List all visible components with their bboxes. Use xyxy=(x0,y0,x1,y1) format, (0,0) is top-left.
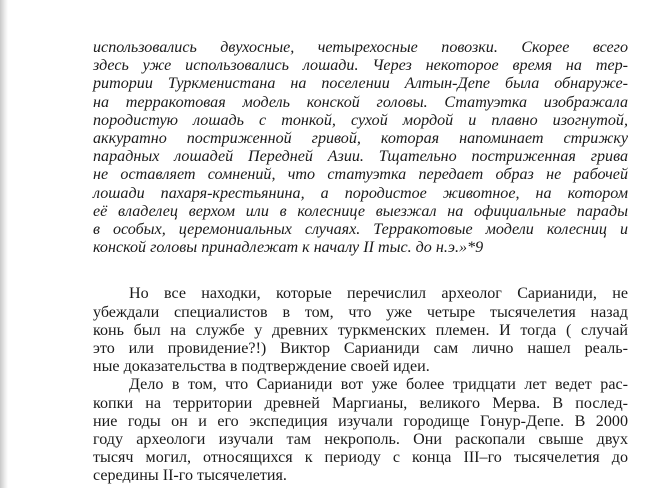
quote-line: ритории Туркменистана на поселении Алтын-Депе была обнаруже- xyxy=(93,75,628,93)
paragraph-line: году археологи изучали там некрополь. Они раскопали свыше двух xyxy=(93,431,628,449)
quote-line: использовались двухосные, четырехосные повозки. Скорее всего xyxy=(93,39,628,56)
paragraph-line: конь был на службе у древних туркменских племен. И тогда ( случай xyxy=(93,321,628,339)
paragraph-line-final: ные доказательства в подтверждение своей идеи. xyxy=(93,358,430,376)
quote-line: на терракотовая модель конской головы. Статуэтка изображала xyxy=(93,93,628,111)
paragraph-line: Но все находки, которые перечислил археолог Сарианиди, не xyxy=(129,285,628,303)
italic-quotation xyxy=(93,39,628,257)
paragraph-line-final: середины II-го тысячелетия. xyxy=(93,467,287,485)
body-text xyxy=(93,285,628,485)
paragraph-line: тысяч могил, относящихся к периоду с конца III–го тысячелетия до xyxy=(93,449,628,467)
quote-line: породистую лошадь с тонкой, сухой мордой и плавно изогнутой, xyxy=(93,111,628,129)
quote-line-final: конской головы принадлежат к началу II тыс. до н.э.»*9 xyxy=(93,239,484,257)
paragraph-line: Дело в том, что Сарианиди вот уже более тридцати лет ведет рас- xyxy=(129,376,628,394)
paragraph-line: ние годы он и его экспедиция изучали городище Гонур-Депе. В 2000 xyxy=(93,412,628,430)
paragraph-line: копки на территории древней Маргианы, великого Мерва. В послед- xyxy=(93,394,628,412)
document-page xyxy=(93,39,628,486)
paragraph-line: убеждали специалистов в том, что уже четыре тысячелетия назад xyxy=(93,303,628,321)
paragraph-1 xyxy=(93,285,628,376)
paragraph-line: это или провидение?!) Виктор Сарианиди сам лично нашел реаль- xyxy=(93,340,628,358)
quote-line: парадных лошадей Передней Азии. Тщательно постриженная грива xyxy=(93,148,628,166)
quote-line: в особых, церемониальных случаях. Терракотовые модели колесниц и xyxy=(93,221,628,239)
quote-line: здесь уже использовались лошади. Через некоторое время на тер- xyxy=(93,57,628,75)
paragraph-2 xyxy=(93,376,628,485)
quote-line: лошади пахаря-крестьянина, а породистое животное, на котором xyxy=(93,184,628,202)
page-fold-shadow xyxy=(0,0,8,488)
quote-line: её владелец верхом или в колеснице выезжал на официальные парады xyxy=(93,202,628,220)
quote-line: аккуратно постриженной гривой, которая напоминает стрижку xyxy=(93,130,628,148)
quote-line: не оставляет сомнений, что статуэтка передает образ не рабочей xyxy=(93,166,628,184)
quote-paragraph xyxy=(93,39,628,257)
